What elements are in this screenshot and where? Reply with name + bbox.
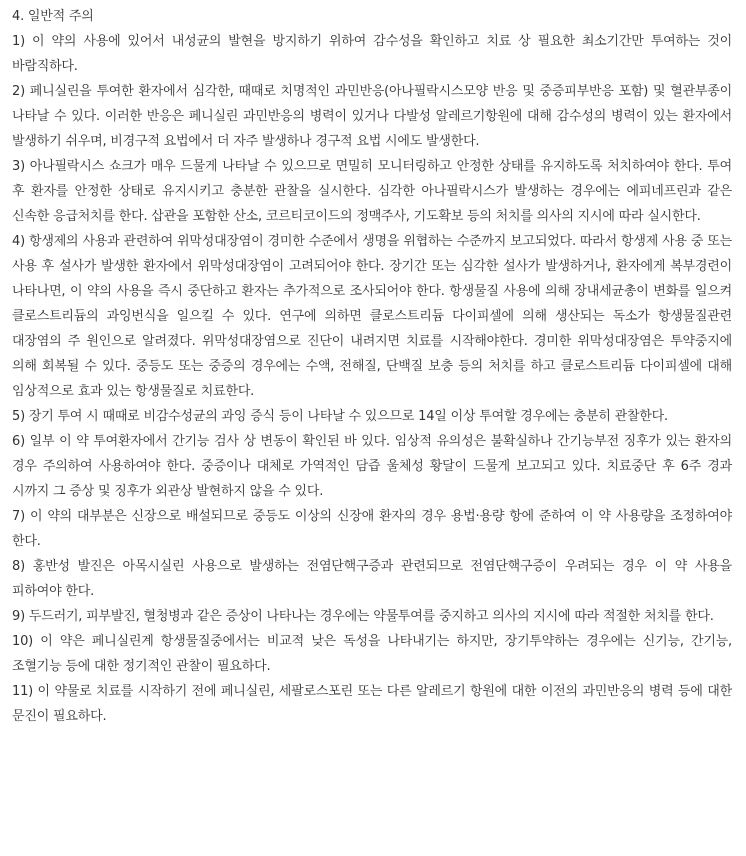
precaution-item-7: 7) 이 약의 대부분은 신장으로 배설되므로 중등도 이상의 신장애 환자의 경우 용법·용량 항에 준하여 이 약 사용량을 조정하여야 한다. <box>12 509 732 549</box>
precaution-item-11: 11) 이 약물로 치료를 시작하기 전에 페니실린, 세팔로스포린 또는 다른 알레르기 항원에 대한 이전의 과민반응의 병력 등에 대한 문진이 필요하다. <box>12 684 732 724</box>
precaution-item-6: 6) 일부 이 약 투여환자에서 간기능 검사 상 변동이 확인된 바 있다. 임상적 유의성은 불확실하나 간기능부전 징후가 있는 환자의 경우 주의하여 사용하여야 한다. 중증이나 대체로 가역적인 담즙 울체성 황달이 드물게 보고되고 있다. 치료중단 후 6주 경과 시까지 그 증상 및 징후가 외관상 발현하지 않을 수 있다. <box>12 434 732 499</box>
section-heading: 4. 일반적 주의 <box>12 9 94 24</box>
precaution-item-9: 9) 두드러기, 피부발진, 혈청병과 같은 증상이 나타나는 경우에는 약물투여를 중지하고 의사의 지시에 따라 적절한 처치를 한다. <box>12 609 714 624</box>
precaution-item-2: 2) 페니실린을 투여한 환자에서 심각한, 때때로 치명적인 과민반응(아나필락시스모양 반응 및 중증피부반응 포함) 및 혈관부종이 나타날 수 있다. 이러한 반응은 페니실린 과민반응의 병력이 있거나 다발성 알레르기항원에 대해 감수성의 병력이 있는 환자에서 발생하기 쉬우며, 비경구적 요법에서 더 자주 발생하나 경구적 요법 시에도 발생한다. <box>12 84 732 149</box>
precaution-item-5: 5) 장기 투여 시 때때로 비감수성균의 과잉 증식 등이 나타날 수 있으므로 14일 이상 투여할 경우에는 충분히 관찰한다. <box>12 409 668 424</box>
precaution-item-3: 3) 아나필락시스 쇼크가 매우 드물게 나타날 수 있으므로 면밀히 모니터링하고 안정한 상태를 유지하도록 처치하여야 한다. 투여 후 환자를 안정한 상태로 유지시키고 충분한 관찰을 실시한다. 심각한 아나필락시스가 발생하는 경우에는 에피네프린과 같은 신속한 응급처치를 한다. 삽관을 포함한 산소, 코르티코이드의 정맥주사, 기도확보 등의 처치를 의사의 지시에 따라 실시한다. <box>12 159 732 224</box>
precaution-item-4: 4) 항생제의 사용과 관련하여 위막성대장염이 경미한 수준에서 생명을 위협하는 수준까지 보고되었다. 따라서 항생제 사용 중 또는 사용 후 설사가 발생한 환자에서 위막성대장염이 고려되어야 한다. 장기간 또는 심각한 설사가 발생하거나, 환자에게 복부경련이 나타나면, 이 약의 사용을 즉시 중단하고 환자는 추가적으로 조사되어야 한다. 항생물질 사용에 의해 장내세균총이 변화를 일으켜 클로스트리듐의 과잉번식을 일으킬 수 있다. 연구에 의하면 클로스트리듐 다이피셀에 의해 생산되는 독소가 항생물질관련 대장염의 주 원인으로 알려졌다. 위막성대장염으로 진단이 내려지면 치료를 시작해야한다. 경미한 위막성대장염은 투약중지에 의해 회복될 수 있다. 중등도 또는 중증의 경우에는 수액, 전해질, 단백질 보충 등의 처치를 하고 클로스트리듐 다이피셀에 대해 임상적으로 효과 있는 항생물질로 치료한다. <box>12 234 732 399</box>
precaution-item-8: 8) 홍반성 발진은 아목시실린 사용으로 발생하는 전염단핵구증과 관련되므로 전염단핵구증이 우려되는 경우 이 약 사용을 피하여야 한다. <box>12 559 732 599</box>
precaution-item-10: 10) 이 약은 페니실린계 항생물질중에서는 비교적 낮은 독성을 나타내기는 하지만, 장기투약하는 경우에는 신기능, 간기능, 조혈기능 등에 대한 정기적인 관찰이 필요하다. <box>12 634 732 674</box>
precaution-item-1: 1) 이 약의 사용에 있어서 내성균의 발현을 방지하기 위하여 감수성을 확인하고 치료 상 필요한 최소기간만 투여하는 것이 바람직하다. <box>12 34 732 74</box>
